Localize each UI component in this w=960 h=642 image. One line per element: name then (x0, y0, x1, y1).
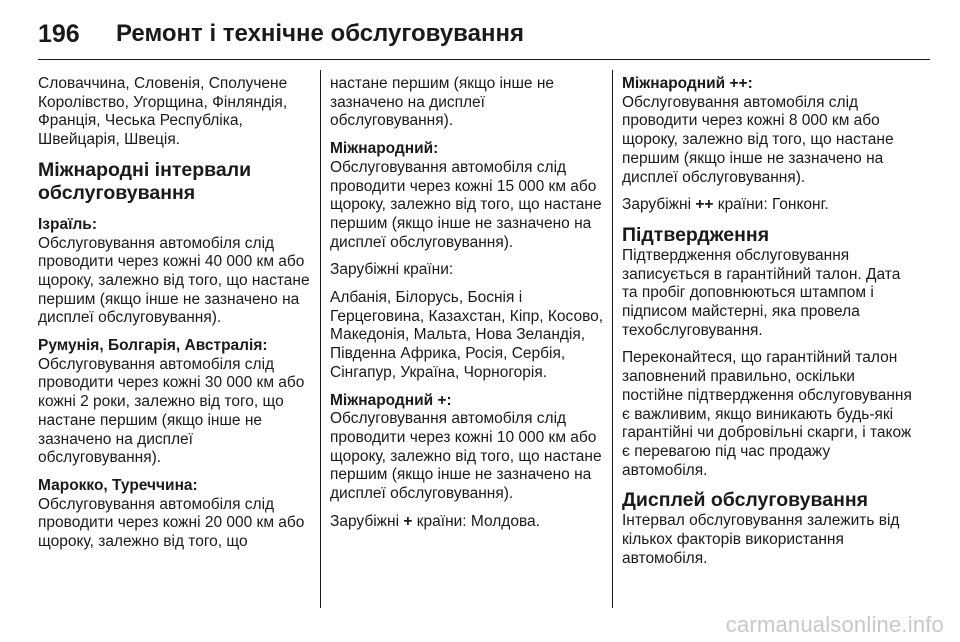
morocco-text: Обслуговування автомобіля слід проводити через кожні 20 000 км або щороку, залежно від того, що (38, 495, 305, 551)
plus-suffix: країни: Молдова. (416, 512, 540, 530)
morocco-title: Марокко, Туреччина: (38, 476, 198, 494)
section-heading-intervals: Міжнародні інтервали обслуговування (38, 158, 252, 204)
service-display-heading: Дисплей обслуговування (622, 489, 869, 512)
international-plus-title: Міжнародний +: (330, 391, 452, 409)
romania-text: Обслуговування автомобіля слід проводити через кожні 30 000 км або кожні 2 роки, залежно від того, що настане першим (якщо інше не зазначено на дисплеї обслуговування). (38, 355, 305, 467)
continued-text: настане першим (якщо інше не зазначено на дисплеї обслуговування). (330, 75, 555, 130)
confirmation-text: Підтвердження обслуговування записується в гарантійний талон. Дата та пробіг доповнюються штампом і підписом майстерні, яка провела техобслуговування. (622, 246, 901, 339)
pp-mark: ++ (695, 196, 714, 214)
confirmation-heading: Підтвердження (622, 223, 770, 246)
foreign-countries-label: Зарубіжні країни: (330, 261, 454, 279)
column-2 (330, 75, 608, 540)
page-header (38, 14, 524, 54)
country-list-intro: Словаччина, Словенія, Сполучене Королівство, Угорщина, Фінляндія, Франція, Чеська Республіка, Швейцарія, Швеція. (38, 75, 288, 149)
page-title: Ремонт і технічне обслуговування (116, 20, 524, 47)
international-plus-text: Обслуговування автомобіля слід проводити через кожні 10 000 км або щороку, залежно від того, що настане першим (якщо інше не зазначено на дисплеї обслуговування). (330, 410, 602, 503)
pp-countries (622, 196, 912, 215)
column-divider-1 (320, 70, 321, 608)
countries-list: Албанія, Білорусь, Боснія і Герцеговина, Казахстан, Кіпр, Косово, Македонія, Мальта, Нова Зеландія, Південна Африка, Росія, Сербія, Сінгапур, Україна, Чорногорія. (330, 289, 604, 381)
plus-countries (330, 513, 608, 532)
pp-suffix: країни: Гонконг. (717, 196, 829, 214)
confirmation-text-2: Переконайтеся, що гарантійний талон заповнений правильно, оскільки постійне підтвердження обслуговування є важливим, якщо виникають будь-які гарантійні чи добровільні скарги, і також є перевагою під час продажу автомобіля. (622, 349, 912, 479)
column-divider-2 (612, 70, 613, 608)
israel-text: Обслуговування автомобіля слід проводити через кожні 40 000 км або щороку, залежно від того, що настане першим (якщо інше не зазначено на дисплеї обслуговування). (38, 234, 310, 327)
plus-mark: + (403, 512, 413, 530)
international-pp-title: Міжнародний ++: (622, 75, 753, 92)
plus-prefix: Зарубіжні (330, 512, 400, 530)
international-text: Обслуговування автомобіля слід проводити через кожні 15 000 км або щороку, залежно від того, що настане першим (якщо інше не зазначено на дисплеї обслуговування). (330, 158, 602, 251)
column-3 (622, 75, 912, 577)
israel-title: Ізраїль: (38, 215, 97, 233)
international-title: Міжнародний: (330, 140, 439, 158)
international-pp-text: Обслуговування автомобіля слід проводити через кожні 8 000 км або щороку, залежно від того, що настане першим (якщо інше не зазначено на дисплеї обслуговування). (622, 93, 894, 186)
column-1 (38, 75, 310, 561)
watermark: carmanualsonline.info (725, 612, 944, 637)
page-number: 196 (38, 19, 80, 48)
service-display-text: Інтервал обслуговування залежить від кількох факторів використання автомобіля. (622, 512, 900, 567)
pp-prefix: Зарубіжні (622, 196, 692, 214)
romania-title: Румунія, Болгарія, Австралія: (38, 337, 268, 355)
header-rule (38, 59, 930, 60)
